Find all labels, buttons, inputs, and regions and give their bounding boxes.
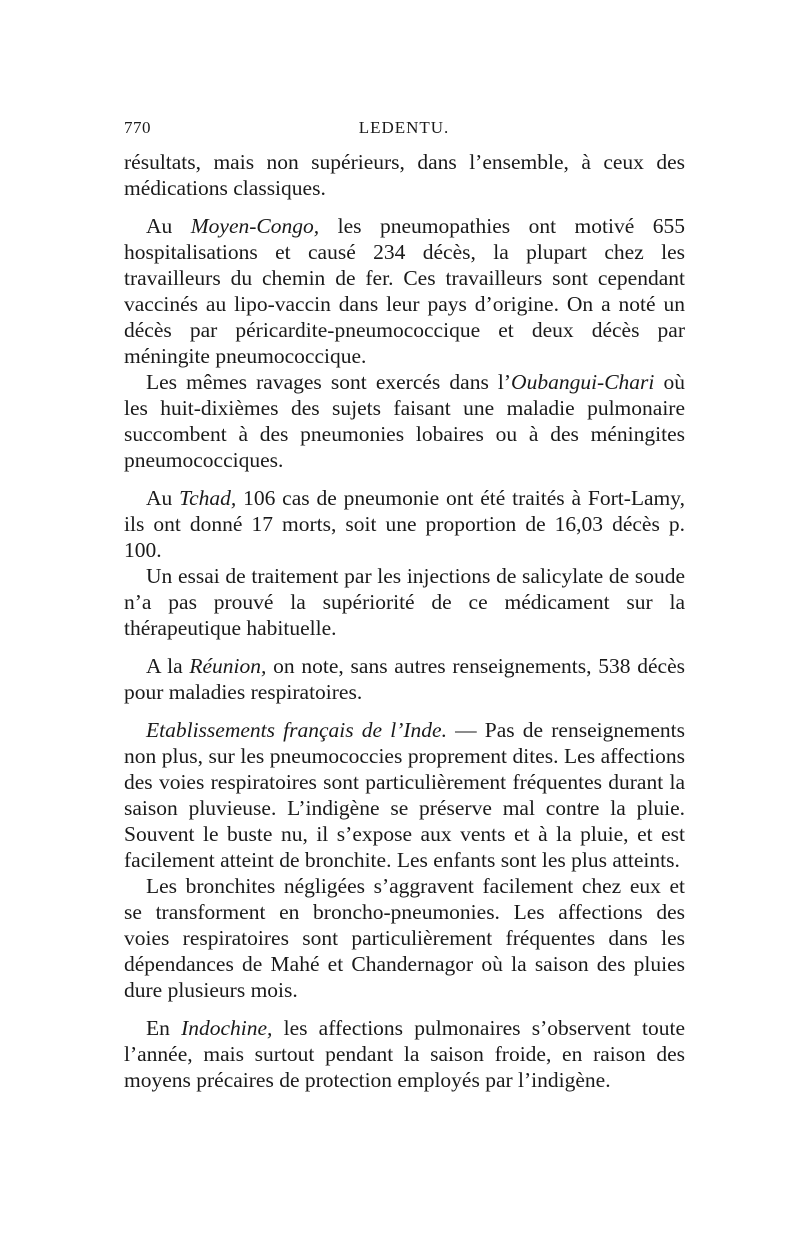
paragraph-indochine	[124, 1015, 685, 1093]
text-span: où les huit-dixièmes des sujets faisant une maladie pulmonaire succombent à des pneumonies lobaires ou à des méningites pneumococciques.	[124, 370, 685, 472]
text-span: Au	[146, 486, 180, 510]
place-name: Indochine,	[181, 1016, 273, 1040]
text-span: — Pas de renseignements non plus, sur les pneumococcies proprement dites. Les affections des voies respiratoires sont particulièrement fréquentes durant la saison pluvieuse. L’indigène se préserve mal contre la pluie. Souvent le buste nu, il s’expose aux vents et à la pluie, et est facilement atteint de bronchite. Les enfants sont les plus atteints.	[124, 718, 685, 872]
place-name: Tchad,	[179, 486, 237, 510]
text-span: 106 cas de pneumonie ont été traités à Fort-Lamy, ils ont donné 17 morts, soit une proportion de 16,03 décès p. 100.	[124, 486, 685, 562]
paragraph-moyen-congo	[124, 213, 685, 369]
text-span: Les bronchites négligées s’aggravent facilement chez eux et se transforment en broncho-pneumonies. Les affections des voies respiratoires sont particulièrement fréquentes dans les dépendances de Mahé et Chandernagor où la saison des pluies dure plusieurs mois.	[124, 874, 685, 1002]
place-name: Oubangui-Chari	[511, 370, 655, 394]
text-span: En	[146, 1016, 182, 1040]
text-span: A la	[146, 654, 190, 678]
paragraph-salicylate	[124, 563, 685, 641]
text-span: Un essai de traitement par les injections de salicylate de soude n’a pas prouvé la supériorité de ce médicament sur la thérapeutique habituelle.	[124, 564, 685, 640]
page-number: 770	[124, 118, 151, 137]
section-heading: Etablissements français de l’Inde.	[146, 718, 447, 742]
paragraph-tchad	[124, 485, 685, 563]
page-header	[124, 118, 684, 144]
place-name: Moyen-Congo,	[190, 214, 320, 238]
body-text	[124, 149, 685, 1093]
text-span: les affections pulmonaires s’observent toute l’année, mais surtout pendant la saison froide, en raison des moyens précaires de protection employés par l’indigène.	[124, 1016, 685, 1092]
paragraph-reunion	[124, 653, 685, 705]
text-span: résultats, mais non supérieurs, dans l’ensemble, à ceux des médications classiques.	[124, 150, 685, 200]
text-span: Au	[146, 214, 191, 238]
paragraph-oubangui-chari	[124, 369, 685, 473]
text-span: on note, sans autres renseignements, 538 décès pour maladies respiratoires.	[124, 654, 685, 704]
text-span: les pneumopathies ont motivé 655 hospitalisations et causé 234 décès, la plupart chez les travailleurs du chemin de fer. Ces travailleurs sont cependant vaccinés au lipo-vaccin dans leur pays d’origine. On a noté un décès par péricardite-pneumococcique et deux décès par méningite pneumococcique.	[124, 214, 685, 368]
paragraph-inde	[124, 717, 685, 873]
running-head: LEDENTU.	[358, 118, 450, 137]
paragraph-bronchites	[124, 873, 685, 1003]
place-name: Réunion,	[189, 654, 267, 678]
text-span: Les mêmes ravages sont exercés dans l’	[146, 370, 512, 394]
paragraph-results	[124, 149, 685, 201]
